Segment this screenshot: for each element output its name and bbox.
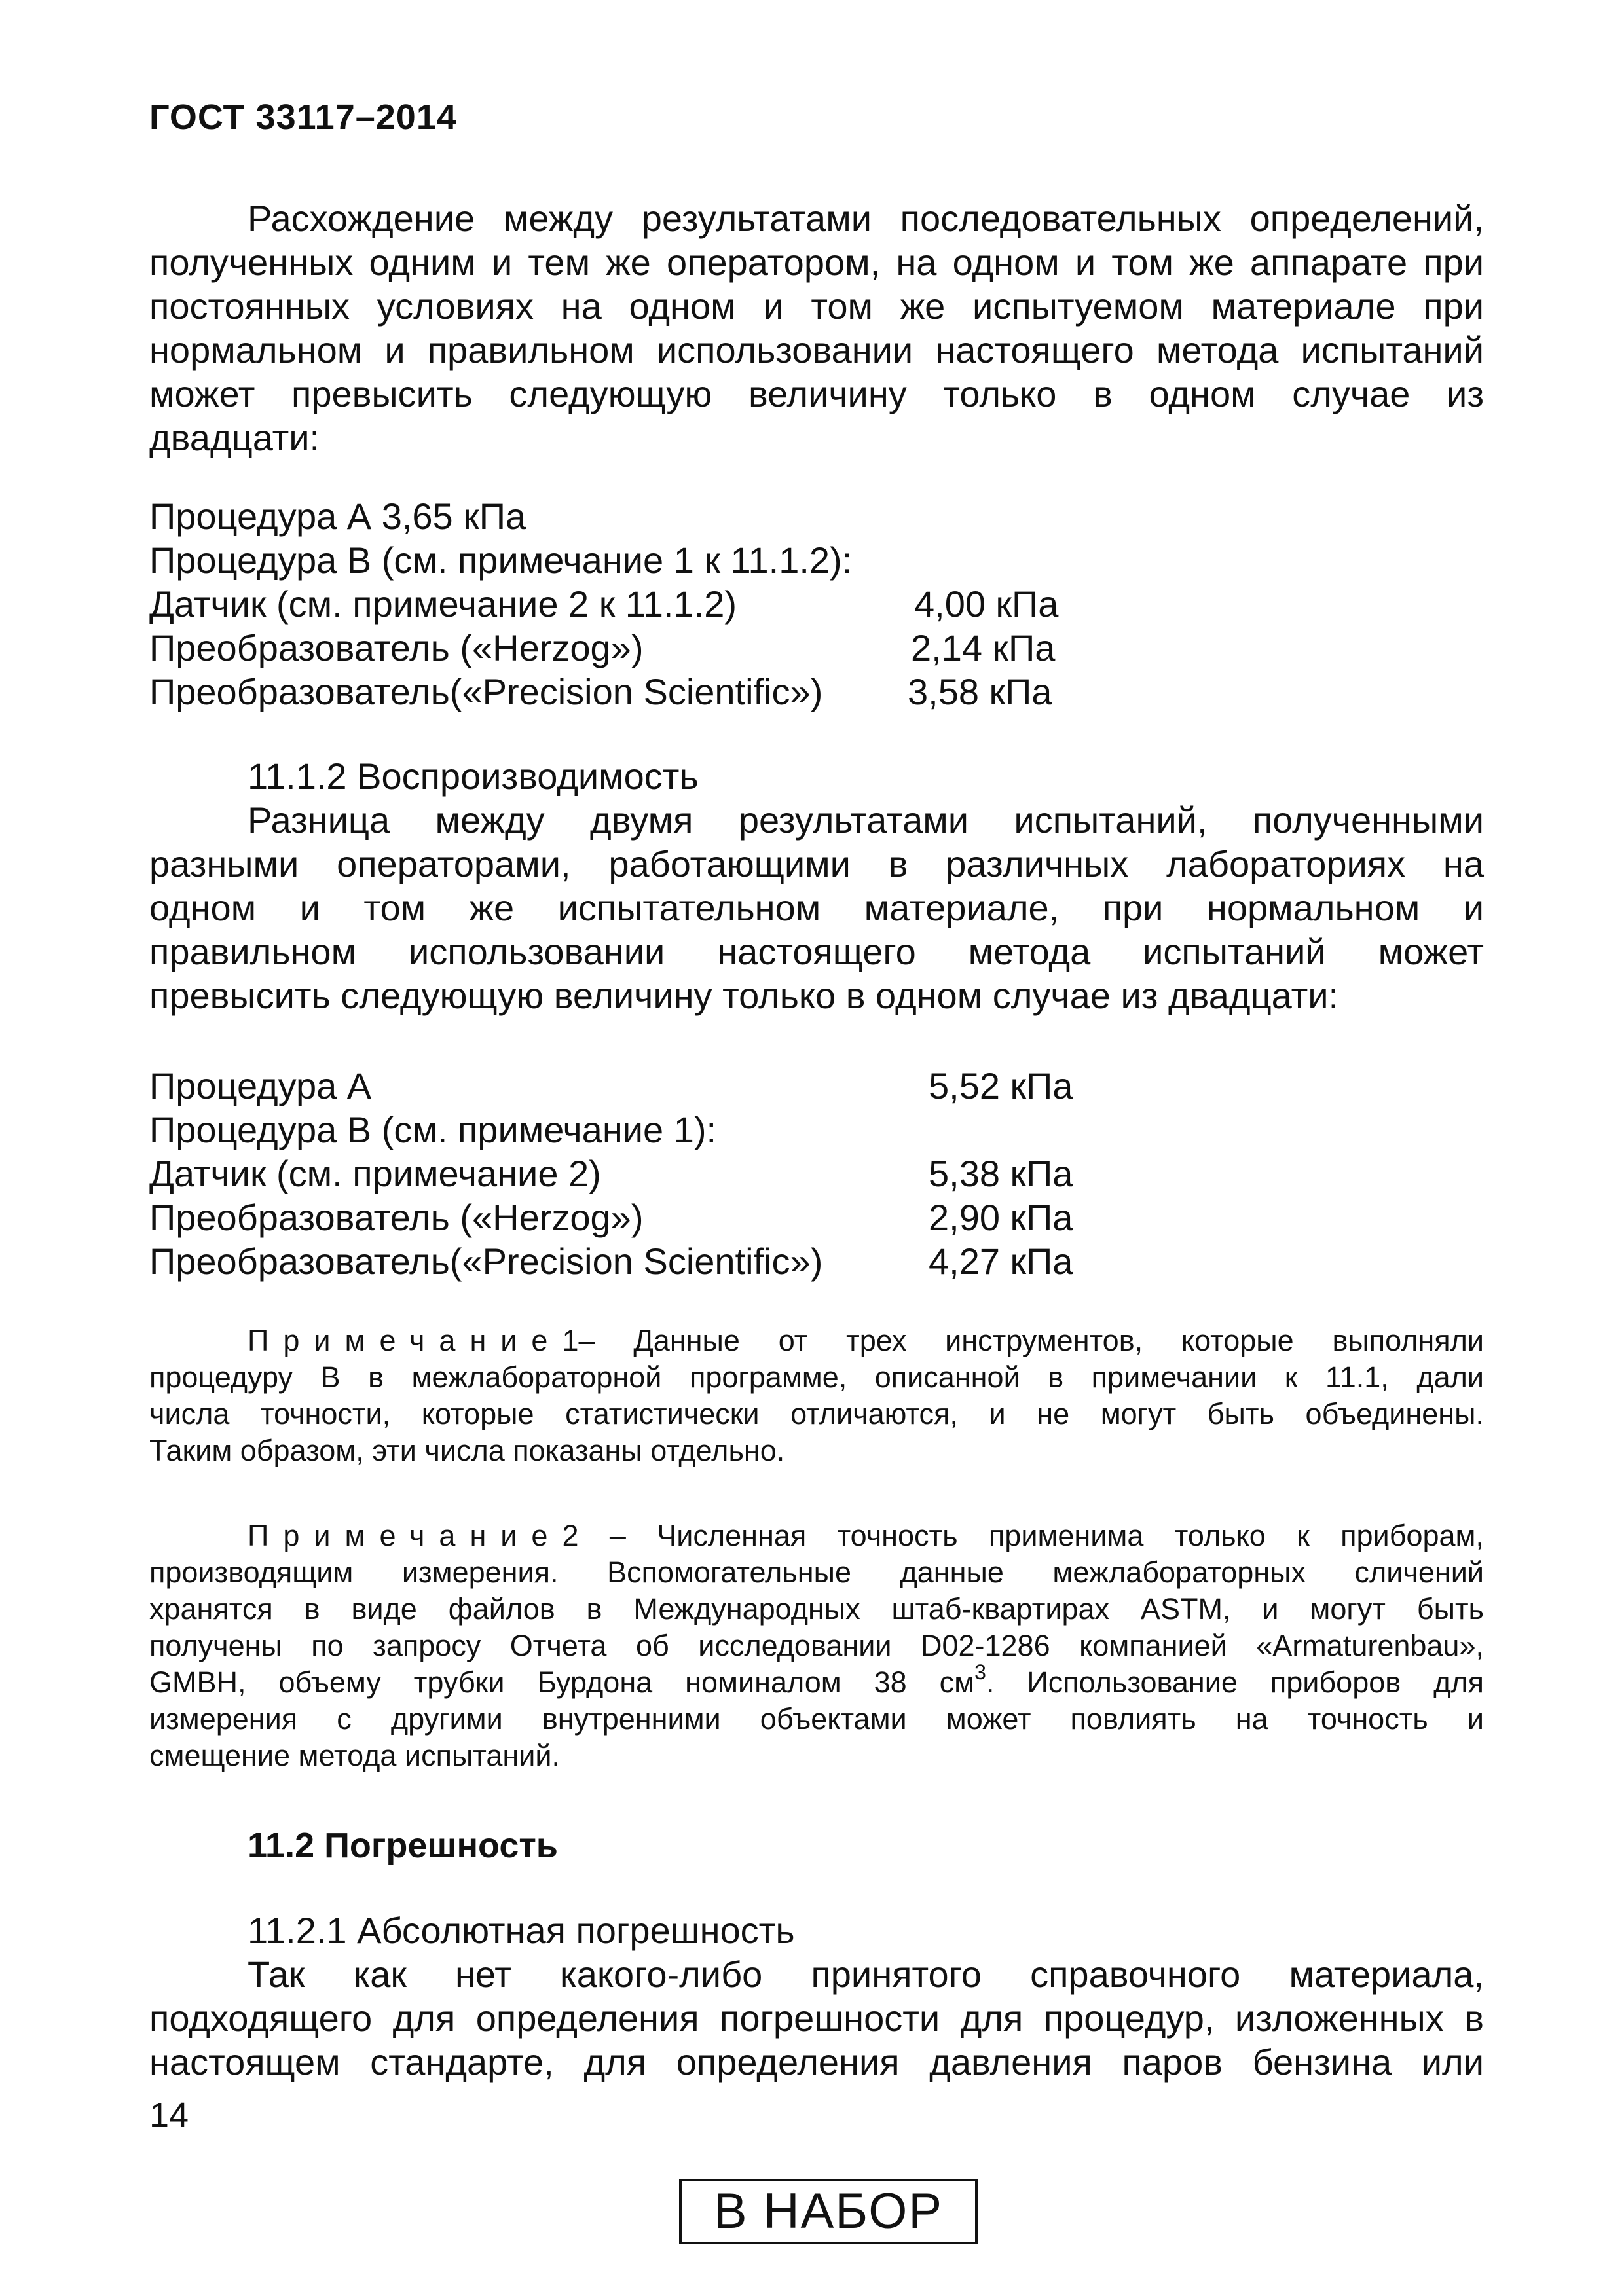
note-word: Примечание: [248, 1324, 563, 1357]
value-row: [149, 538, 1132, 582]
note-line: [149, 1518, 1484, 1554]
paragraph-line: Разница между двумя результатами испытаний, полученными: [248, 799, 1484, 841]
note-line: процедуру В в межлабораторной программе, описанной в примечании к 11.1, дали: [149, 1360, 1484, 1394]
note-text: . Использование приборов для: [986, 1666, 1484, 1699]
row-value: 4,27 кПа: [929, 1241, 1073, 1282]
value-row: [149, 1239, 1132, 1283]
note-text: 1– Данные от трех инструментов, которые выполняли: [562, 1324, 1484, 1357]
row-label: Преобразователь(«Precision Scientific»): [149, 1241, 823, 1282]
note-1: [149, 1322, 1484, 1469]
paragraph-line: постоянных условиях на одном и том же испытуемом материале при: [149, 285, 1484, 327]
row-value: 2,90 кПа: [929, 1197, 1073, 1238]
value-row: [149, 670, 1132, 714]
value-row: [149, 582, 1132, 626]
procedure-b-label: Процедура В (см. примечание 1 к 11.1.2):: [149, 539, 853, 581]
standard-header: ГОСТ 33117–2014: [149, 98, 457, 137]
repeatability-values: [149, 494, 1132, 714]
row-label: Процедура А: [149, 1065, 372, 1106]
value-row: [149, 1152, 1132, 1195]
subsection-heading: 11.2.1 Абсолютная погрешность: [248, 1910, 795, 1951]
value-row: [149, 626, 1132, 670]
paragraph-line: двадцати:: [149, 417, 320, 458]
value-row: [149, 1064, 1132, 1108]
note-line: Таким образом, эти числа показаны отдельно.: [149, 1434, 785, 1467]
paragraph-line: превысить следующую величину только в одном случае из двадцати:: [149, 975, 1339, 1016]
row-value: 3,58 кПа: [908, 671, 1052, 712]
row-label: Датчик (см. примечание 2 к 11.1.2): [149, 583, 737, 625]
paragraph-line: настоящем стандарте, для определения давления паров бензина или: [149, 2041, 1484, 2083]
paragraph-line: может превысить следующую величину только в одном случае из: [149, 373, 1484, 414]
note-line: числа точности, которые статистически отличаются, и не могут быть объединены.: [149, 1397, 1484, 1430]
row-label: Преобразователь («Herzog»): [149, 627, 644, 668]
note-line: смещение метода испытаний.: [149, 1739, 561, 1772]
note-line: [149, 1660, 1484, 1701]
accuracy-paragraph: [149, 1952, 1484, 2084]
value-row: [149, 1108, 1132, 1152]
note-2: [149, 1518, 1484, 1774]
reproducibility-heading: 11.1.2 Воспроизводимость: [248, 756, 699, 797]
paragraph-line: Расхождение между результатами последовательных определений,: [248, 198, 1484, 239]
row-label: Процедура В (см. примечание 1):: [149, 1109, 717, 1150]
note-text: 2 – Численная точность применима только к приборам,: [562, 1519, 1484, 1552]
procedure-a-label: Процедура А 3,65 кПа: [149, 496, 526, 537]
note-line: получены по запросу Отчета об исследовании D02-1286 компанией «Armaturenbau»,: [149, 1629, 1484, 1662]
paragraph-line: одном и том же испытательном материале, при нормальном и: [149, 887, 1484, 928]
page-number: 14: [149, 2096, 189, 2135]
row-value: 5,52 кПа: [929, 1065, 1073, 1106]
note-line: измерения с другими внутренними объектами может повлиять на точность и: [149, 1702, 1484, 1736]
value-row: [149, 1195, 1132, 1239]
note-line: производящим измерения. Вспомогательные данные межлабораторных сличений: [149, 1556, 1484, 1589]
paragraph-line: нормальном и правильном использовании настоящего метода испытаний: [149, 329, 1484, 371]
repeatability-paragraph: [149, 196, 1484, 460]
reproducibility-values: [149, 1064, 1132, 1283]
row-label: Преобразователь («Herzog»): [149, 1197, 644, 1238]
row-value: 4,00 кПа: [914, 583, 1059, 625]
paragraph-line: полученных одним и тем же оператором, на одном и том же аппарате при: [149, 242, 1484, 283]
paragraph-line: разными операторами, работающими в различных лабораториях на: [149, 843, 1484, 884]
stamp: В НАБОР: [679, 2179, 978, 2244]
paragraph-line: подходящего для определения погрешности для процедур, изложенных в: [149, 1997, 1484, 2039]
row-value: 5,38 кПа: [929, 1153, 1073, 1194]
reproducibility-paragraph: [149, 798, 1484, 1017]
paragraph-line: правильном использовании настоящего метода испытаний может: [149, 931, 1484, 972]
row-value: 2,14 кПа: [911, 627, 1056, 668]
note-text: GMBH, объему трубки Бурдона номиналом 38 см: [149, 1666, 975, 1699]
note-line: [149, 1322, 1484, 1359]
superscript: 3: [974, 1660, 986, 1684]
value-row: [149, 494, 1132, 538]
paragraph-line: Так как нет какого-либо принятого справочного материала,: [248, 1954, 1484, 1995]
note-line: хранятся в виде файлов в Международных штаб-квартирах ASTM, и могут быть: [149, 1592, 1484, 1626]
row-label: Преобразователь(«Precision Scientific»): [149, 671, 823, 712]
row-label: Датчик (см. примечание 2): [149, 1153, 601, 1194]
note-word: Примечание: [248, 1519, 563, 1552]
section-heading: 11.2 Погрешность: [248, 1826, 559, 1865]
